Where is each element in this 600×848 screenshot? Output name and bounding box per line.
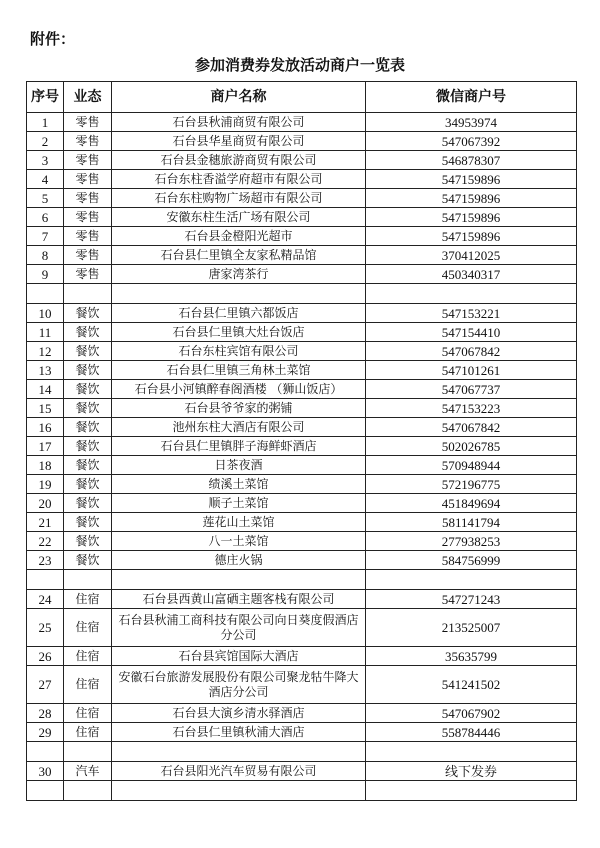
row-merchant-name: 石台东柱香溢学府超市有限公司 <box>112 170 366 189</box>
row-business-type: 餐饮 <box>64 456 112 475</box>
row-merchant-name: 石台县秋浦工商科技有限公司向日葵度假酒店分公司 <box>112 609 366 647</box>
empty-cell <box>64 781 112 801</box>
row-business-type: 零售 <box>64 265 112 284</box>
empty-cell <box>27 742 64 762</box>
row-number: 22 <box>27 532 64 551</box>
row-business-type: 餐饮 <box>64 304 112 323</box>
table-row <box>27 399 577 418</box>
row-merchant-name: 石台县小河镇醉春阁酒楼 （狮山饭店） <box>112 380 366 399</box>
row-business-type: 餐饮 <box>64 494 112 513</box>
row-business-type: 住宿 <box>64 704 112 723</box>
row-wechat-id: 547067392 <box>366 132 577 151</box>
row-number: 18 <box>27 456 64 475</box>
empty-cell <box>366 742 577 762</box>
row-wechat-id: 547153223 <box>366 399 577 418</box>
row-number: 16 <box>27 418 64 437</box>
row-wechat-id: 450340317 <box>366 265 577 284</box>
row-number: 5 <box>27 189 64 208</box>
table-row <box>27 246 577 265</box>
table-row <box>27 265 577 284</box>
row-number: 1 <box>27 113 64 132</box>
row-number: 13 <box>27 361 64 380</box>
row-number: 10 <box>27 304 64 323</box>
header-no: 序号 <box>27 82 64 113</box>
empty-cell <box>366 284 577 304</box>
separator-row <box>27 742 577 762</box>
table-row <box>27 208 577 227</box>
table-row <box>27 132 577 151</box>
row-merchant-name: 顺子土菜馆 <box>112 494 366 513</box>
row-number: 14 <box>27 380 64 399</box>
header-type: 业态 <box>64 82 112 113</box>
row-wechat-id: 277938253 <box>366 532 577 551</box>
table-row <box>27 666 577 704</box>
row-business-type: 餐饮 <box>64 361 112 380</box>
table-row <box>27 704 577 723</box>
row-wechat-id: 541241502 <box>366 666 577 704</box>
table-row <box>27 170 577 189</box>
row-business-type: 餐饮 <box>64 342 112 361</box>
row-number: 28 <box>27 704 64 723</box>
table-row <box>27 532 577 551</box>
row-business-type: 餐饮 <box>64 380 112 399</box>
row-business-type: 零售 <box>64 189 112 208</box>
empty-cell <box>112 570 366 590</box>
row-business-type: 零售 <box>64 227 112 246</box>
page-title: 参加消费券发放活动商户一览表 <box>194 56 405 74</box>
row-wechat-id: 547154410 <box>366 323 577 342</box>
table-row <box>27 342 577 361</box>
row-business-type: 住宿 <box>64 666 112 704</box>
row-business-type: 住宿 <box>64 723 112 742</box>
row-business-type: 餐饮 <box>64 532 112 551</box>
row-wechat-id: 584756999 <box>366 551 577 570</box>
row-number: 17 <box>27 437 64 456</box>
table-row <box>27 437 577 456</box>
row-number: 3 <box>27 151 64 170</box>
table-row <box>27 513 577 532</box>
row-business-type: 零售 <box>64 170 112 189</box>
separator-row <box>27 781 577 801</box>
row-wechat-id: 502026785 <box>366 437 577 456</box>
row-business-type: 住宿 <box>64 590 112 609</box>
row-wechat-id: 572196775 <box>366 475 577 494</box>
row-merchant-name: 石台县金穗旅游商贸有限公司 <box>112 151 366 170</box>
empty-cell <box>27 284 64 304</box>
row-merchant-name: 八一土菜馆 <box>112 532 366 551</box>
row-merchant-name: 石台县仁里镇全友家私精品馆 <box>112 246 366 265</box>
row-wechat-id: 581141794 <box>366 513 577 532</box>
row-wechat-id: 547271243 <box>366 590 577 609</box>
row-wechat-id: 547159896 <box>366 170 577 189</box>
row-merchant-name: 石台县爷爷家的粥铺 <box>112 399 366 418</box>
empty-cell <box>64 284 112 304</box>
row-number: 23 <box>27 551 64 570</box>
row-number: 19 <box>27 475 64 494</box>
table-row <box>27 762 577 781</box>
row-business-type: 零售 <box>64 151 112 170</box>
row-merchant-name: 石台县仁里镇胖子海鲜虾酒店 <box>112 437 366 456</box>
attachment-label: 附件： <box>30 30 76 48</box>
table-row <box>27 475 577 494</box>
table-row <box>27 723 577 742</box>
row-merchant-name: 德庄火锅 <box>112 551 366 570</box>
row-business-type: 餐饮 <box>64 475 112 494</box>
row-merchant-name: 石台县阳光汽车贸易有限公司 <box>112 762 366 781</box>
row-wechat-id: 547067737 <box>366 380 577 399</box>
row-number: 20 <box>27 494 64 513</box>
table-row <box>27 189 577 208</box>
row-business-type: 餐饮 <box>64 551 112 570</box>
row-business-type: 餐饮 <box>64 418 112 437</box>
row-business-type: 餐饮 <box>64 437 112 456</box>
row-number: 27 <box>27 666 64 704</box>
table-row <box>27 304 577 323</box>
row-wechat-id: 546878307 <box>366 151 577 170</box>
table-row <box>27 456 577 475</box>
row-number: 25 <box>27 609 64 647</box>
row-number: 30 <box>27 762 64 781</box>
row-merchant-name: 日茶夜酒 <box>112 456 366 475</box>
empty-cell <box>112 742 366 762</box>
row-wechat-id: 547159896 <box>366 208 577 227</box>
table-row <box>27 113 577 132</box>
row-wechat-id: 34953974 <box>366 113 577 132</box>
table-row <box>27 647 577 666</box>
row-merchant-name: 安徽石台旅游发展股份有限公司聚龙牯牛降大酒店分公司 <box>112 666 366 704</box>
table-row <box>27 151 577 170</box>
row-business-type: 住宿 <box>64 609 112 647</box>
row-business-type: 餐饮 <box>64 513 112 532</box>
row-wechat-id: 547159896 <box>366 227 577 246</box>
empty-cell <box>64 570 112 590</box>
row-business-type: 零售 <box>64 208 112 227</box>
row-number: 21 <box>27 513 64 532</box>
empty-cell <box>27 570 64 590</box>
row-merchant-name: 石台县仁里镇六都饭店 <box>112 304 366 323</box>
row-wechat-id: 547159896 <box>366 189 577 208</box>
row-wechat-id: 35635799 <box>366 647 577 666</box>
header-wechat-id: 微信商户号 <box>366 82 577 113</box>
row-merchant-name: 石台县华星商贸有限公司 <box>112 132 366 151</box>
empty-cell <box>112 284 366 304</box>
separator-row <box>27 284 577 304</box>
row-number: 24 <box>27 590 64 609</box>
row-wechat-id: 558784446 <box>366 723 577 742</box>
table-row <box>27 227 577 246</box>
row-merchant-name: 莲花山土菜馆 <box>112 513 366 532</box>
empty-cell <box>64 742 112 762</box>
row-merchant-name: 石台县秋浦商贸有限公司 <box>112 113 366 132</box>
row-wechat-id: 547101261 <box>366 361 577 380</box>
row-number: 26 <box>27 647 64 666</box>
row-wechat-id: 547067902 <box>366 704 577 723</box>
row-wechat-id: 570948944 <box>366 456 577 475</box>
header-name: 商户名称 <box>112 82 366 113</box>
row-number: 4 <box>27 170 64 189</box>
row-merchant-name: 绩溪土菜馆 <box>112 475 366 494</box>
row-number: 8 <box>27 246 64 265</box>
row-number: 9 <box>27 265 64 284</box>
row-number: 15 <box>27 399 64 418</box>
row-merchant-name: 石台东柱宾馆有限公司 <box>112 342 366 361</box>
table-body <box>27 113 577 801</box>
row-number: 2 <box>27 132 64 151</box>
row-business-type: 餐饮 <box>64 399 112 418</box>
row-merchant-name: 安徽东柱生活广场有限公司 <box>112 208 366 227</box>
row-merchant-name: 石台县仁里镇三角林土菜馆 <box>112 361 366 380</box>
row-business-type: 零售 <box>64 132 112 151</box>
row-merchant-name: 石台县大演乡清水驿酒店 <box>112 704 366 723</box>
row-wechat-id: 370412025 <box>366 246 577 265</box>
row-wechat-id: 547067842 <box>366 418 577 437</box>
row-business-type: 汽车 <box>64 762 112 781</box>
table-row <box>27 551 577 570</box>
row-business-type: 餐饮 <box>64 323 112 342</box>
separator-row <box>27 570 577 590</box>
row-wechat-id: 451849694 <box>366 494 577 513</box>
table-header-row <box>27 82 577 113</box>
row-number: 11 <box>27 323 64 342</box>
table-row <box>27 380 577 399</box>
table-row <box>27 361 577 380</box>
table-row <box>27 494 577 513</box>
empty-cell <box>366 781 577 801</box>
row-business-type: 零售 <box>64 113 112 132</box>
row-number: 29 <box>27 723 64 742</box>
row-merchant-name: 唐家湾茶行 <box>112 265 366 284</box>
row-number: 6 <box>27 208 64 227</box>
empty-cell <box>27 781 64 801</box>
row-wechat-id: 线下发券 <box>366 762 577 781</box>
row-merchant-name: 石台东柱购物广场超市有限公司 <box>112 189 366 208</box>
merchant-table <box>26 81 577 801</box>
row-merchant-name: 石台县仁里镇秋浦大酒店 <box>112 723 366 742</box>
row-wechat-id: 213525007 <box>366 609 577 647</box>
row-business-type: 零售 <box>64 246 112 265</box>
table-row <box>27 323 577 342</box>
row-wechat-id: 547153221 <box>366 304 577 323</box>
row-merchant-name: 石台县西黄山富硒主题客栈有限公司 <box>112 590 366 609</box>
table-row <box>27 590 577 609</box>
row-merchant-name: 石台县仁里镇大灶台饭店 <box>112 323 366 342</box>
row-number: 7 <box>27 227 64 246</box>
row-merchant-name: 石台县金橙阳光超市 <box>112 227 366 246</box>
row-merchant-name: 池州东柱大酒店有限公司 <box>112 418 366 437</box>
empty-cell <box>366 570 577 590</box>
empty-cell <box>112 781 366 801</box>
row-merchant-name: 石台县宾馆国际大酒店 <box>112 647 366 666</box>
row-business-type: 住宿 <box>64 647 112 666</box>
table-row <box>27 418 577 437</box>
table-row <box>27 609 577 647</box>
row-number: 12 <box>27 342 64 361</box>
row-wechat-id: 547067842 <box>366 342 577 361</box>
